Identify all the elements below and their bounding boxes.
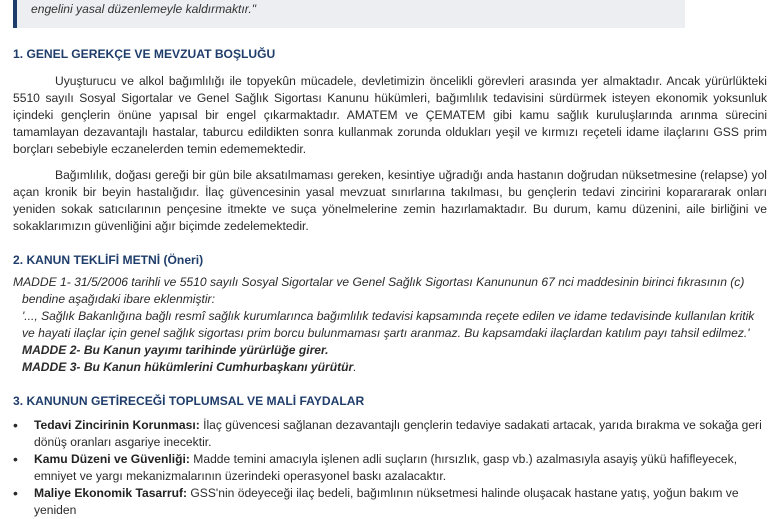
madde3: MADDE 3- Bu Kanun hükümlerini Cumhurbaşkanı yürütür. — [22, 360, 357, 374]
quote-text: engelini yasal düzenlemeyle kaldırmaktır." — [31, 2, 256, 16]
benefit-item: • Tedavi Zincirinin Korunması: İlaç güvencesi sağlanan dezavantajlı gençlerin tedaviye sadakati artacak, yarıda bırakma ve sokağa geri dönüş oranları asgariye inecektir. — [13, 417, 767, 451]
section1-paragraph-2: Bağımlılık, doğası gereği bir gün bile aksatılmaması gereken, kesintiye uğradığı anda hastanın doğrudan nüksetmesine (relapse) yol açan kronik bir beyin hastalığıdır. İlaç güvencesinin yasal mevzuat sınırlarına takılması, bu gençlerin tedavi zincirini koparararak onları yeniden sokak satıcılarının pençesine itmekte ve suça yönelmelerine zemin hazırlamaktadır. Bu durum, kamu düzenini, aile birliğini ve sokaklarımızın güvenliğini ağır biçimde zedelemektedir. — [13, 168, 767, 233]
madde1-line1: MADDE 1- 31/5/2006 tarihli ve 5510 sayılı Sosyal Sigortalar ve Genel Sağlık Sigortası Kanununun 67 nci maddesinin birinci fıkrasının (c) — [13, 275, 745, 289]
amendment-quote-line1: '..., Sağlık Bakanlığına bağlı resmî sağlık kurumlarınca bağımlılık tedavisi kapsamında reçete edilen ve idame tedavisinde kullanılan kritik — [22, 309, 755, 323]
madde1-line2: bendine aşağıdaki ibare eklenmiştir: — [22, 292, 215, 306]
section1-heading: 1. GENEL GEREKÇE VE MEVZUAT BOŞLUĞU — [13, 47, 276, 61]
amendment-quote-line2: ve hayati ilaçlar için genel sağlık sigortası prim borcu bulunmaması şartı aranmaz. Bu kapsamdaki ilaçlardan katılım payı tahsil edilmez.' — [22, 326, 750, 340]
section3-heading: 3. KANUNUN GETİRECEĞİ TOPLUMSAL VE MALİ FAYDALAR — [13, 394, 365, 408]
section1-paragraph-1: Uyuşturucu ve alkol bağımlılığı ile topyekûn mücadele, devletimizin öncelikli görevleri arasında yer almaktadır. Ancak yürürlükteki 5510 sayılı Sosyal Sigortalar ve Genel Sağlık Sigortası Kanunu hükümleri, bağımlılık tedavisini sürdürmek isteyen ekonomik yoksunluk içindeki gençlerin önüne yapısal bir engel çıkarmaktadır. AMATEM ve ÇEMATEM gibi kamu sağlık kuruluşlarında arınma sürecini tamamlayan dezavantajlı hastalar, taburcu edildikten sonra kullanmak zorunda oldukları yeşil ve kırmızı reçeteli idame ilaçlarını GSS prim borçları sebebiyle eczanelerden temin edememektedir. — [13, 74, 767, 156]
benefits-list — [13, 417, 767, 519]
quote-box — [13, 0, 685, 28]
bill-text — [13, 274, 767, 376]
benefit-item: • Kamu Düzeni ve Güvenliği: Madde temini amacıyla işlenen adli suçların (hırsızlık, gasp vb.) azalmasıyla asayiş yükü hafifleyecek, emniyet ve yargı mekanizmalarının üzerindeki operasyonel baskı azalacaktır. — [13, 451, 767, 485]
madde2: MADDE 2- Bu Kanun yayımı tarihinde yürürlüğe girer. — [22, 343, 329, 357]
benefit-item: • Maliye Ekonomik Tasarruf: GSS'nin ödeyeceği ilaç bedeli, bağımlının nüksetmesi halinde oluşacak hastane yatış, yoğun bakım ve yeniden — [13, 485, 767, 519]
section2-heading: 2. KANUN TEKLİFİ METNİ (Öneri) — [13, 253, 204, 267]
document-body — [13, 46, 767, 519]
